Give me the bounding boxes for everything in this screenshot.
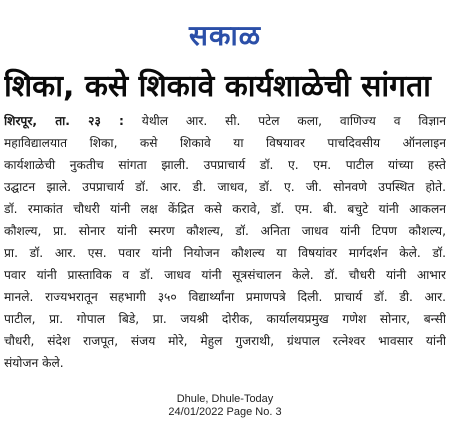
article-line: संयोजन केले. [4,356,64,370]
date-page-label: 24/01/2022 Page No. 3 [168,406,282,418]
article-headline: शिका, कसे शिकावे कार्यशाळेची सांगता [4,69,431,104]
newspaper-masthead: सकाळ [189,19,261,52]
article-line: प्रा. डॉ. आर. एस. पवार यांनी नियोजन कौशल्य या विषयांवर मार्गदर्शन केले. डॉ. [4,246,446,260]
article-line: चौधरी, संदेश राजपूत, संजय मोरे, मेहुल गुजराथी, ग्रंथपाल रत्नेश्वर भावसार यांनी [4,334,446,348]
article-line: उद्घाटन झाले. उपप्राचार्य डॉ. आर. डी. जाधव, डॉ. ए. जी. सोनवणे उपस्थित होते. [4,180,446,194]
article-line [4,110,446,132]
edition-label: Dhule, Dhule-Today [176,393,274,405]
article-line: कार्यशाळेची नुकतीच सांगता झाली. उपप्राचार्य डॉ. ए. एम. पाटील यांच्या हस्ते [4,158,446,172]
article-line: मानले. राज्यभरातून सहभागी ३५० विद्यार्थ्यांना प्रमाणपत्रे दिली. प्राचार्य डॉ. डी. आर. [4,290,446,304]
article-line: कौशल्य, प्रा. सोनार यांनी स्मरण कौशल्य, डॉ. अनिता जाधव यांनी टिपण कौशल्य, [4,224,446,238]
clipping-footer [0,393,450,419]
article-line: डॉ. रमाकांत चौधरी यांनी लक्ष केंद्रित कसे करावे, डॉ. एम. बी. बचुटे यांनी आकलन [4,202,446,216]
article-line: महाविद्यालयात शिका, कसे शिकावे या विषयावर पाचदिवसीय ऑनलाइन [4,136,446,150]
article-body [4,110,446,374]
article-line: पाटील, प्रा. गोपाल बिडे, प्रा. जयश्री दोरीक, कार्यालयप्रमुख गणेश सोनार, बन्सी [4,312,446,326]
article-line-text: येथील आर. सी. पटेल कला, वाणिज्य व विज्ञान [141,114,446,128]
article-dateline: शिरपूर, ता. २३ : [4,114,124,128]
article-line: पवार यांनी प्रास्ताविक व डॉ. जाधव यांनी सूत्रसंचालन केले. डॉ. चौधरी यांनी आभार [4,268,446,282]
